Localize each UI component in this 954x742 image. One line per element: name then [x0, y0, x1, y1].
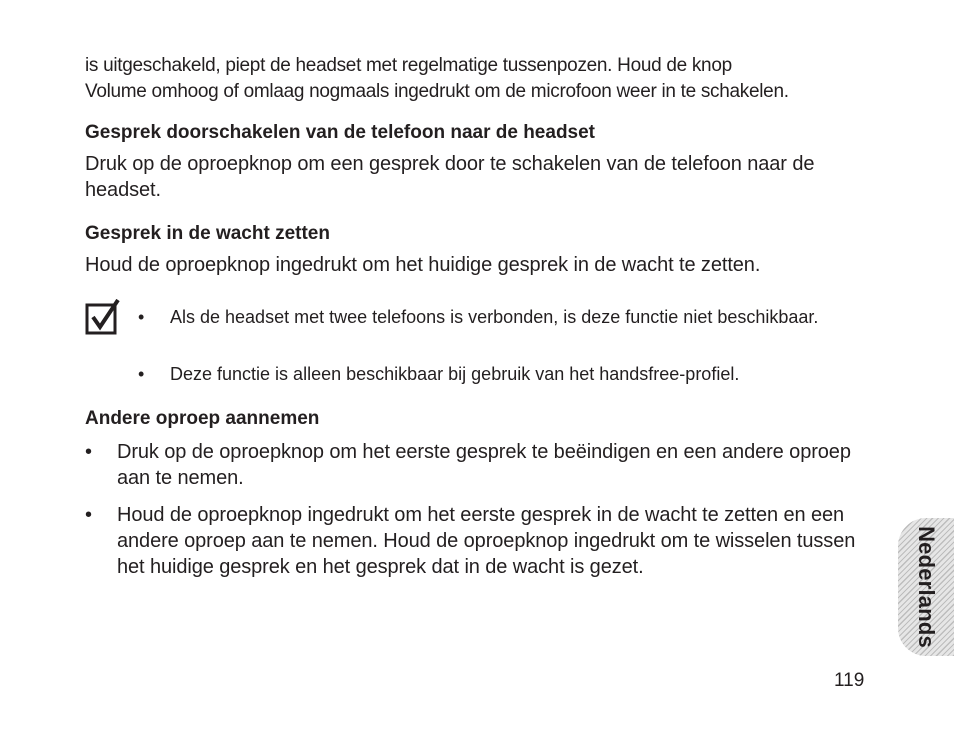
language-side-tab — [898, 518, 954, 656]
section-transfer-call — [85, 121, 874, 145]
section-hold-call — [85, 222, 874, 246]
list-item-text: Houd de oproepknop ingedrukt om het eerste gesprek in de wacht te zetten en een andere oproep aan te nemen. Houd de oproepknop ingedrukt om te wisselen tussen het huidige gesprek en het gesprek dat in de wacht is gezet. — [117, 504, 856, 578]
intro-line-2: Volume omhoog of omlaag nogmaals ingedrukt om de microfoon weer in te schakelen. — [85, 81, 789, 102]
intro-line-1: is uitgeschakeld, piept de headset met regelmatige tussenpozen. Houd de knop — [85, 55, 732, 76]
section-heading: Andere oproep aannemen — [85, 408, 320, 429]
section-heading: Gesprek doorschakelen van de telefoon naar de headset — [85, 122, 596, 143]
bullet-icon: • — [138, 364, 145, 384]
note-item-text: Deze functie is alleen beschikbaar bij gebruik van het handsfree-profiel. — [170, 364, 740, 384]
intro-paragraph — [85, 53, 874, 105]
section-hold-body — [85, 252, 874, 278]
note-item — [138, 362, 858, 386]
checkbox-note-icon — [85, 299, 121, 335]
bullet-icon: • — [85, 441, 93, 463]
bullet-icon: • — [138, 307, 145, 327]
list-item-text: Druk op de oproepknop om het eerste gesprek te beëindigen en een andere oproep aan te nemen. — [117, 441, 851, 489]
language-tab-label: Nederlands — [914, 526, 939, 648]
section-body-text: Druk op de oproepknop om een gesprek door te schakelen van de telefoon naar de headset. — [85, 153, 815, 201]
note-item — [138, 305, 838, 329]
list-item — [85, 502, 870, 580]
section-other-call — [85, 407, 874, 431]
bullet-icon: • — [85, 504, 93, 526]
section-body-text: Houd de oproepknop ingedrukt om het huidige gesprek in de wacht te zetten. — [85, 254, 761, 276]
section-heading: Gesprek in de wacht zetten — [85, 223, 330, 244]
page-number: 119 — [834, 670, 865, 691]
note-item-text: Als de headset met twee telefoons is verbonden, is deze functie niet beschikbaar. — [170, 307, 819, 327]
list-item — [85, 439, 865, 491]
section-transfer-body — [85, 151, 875, 203]
